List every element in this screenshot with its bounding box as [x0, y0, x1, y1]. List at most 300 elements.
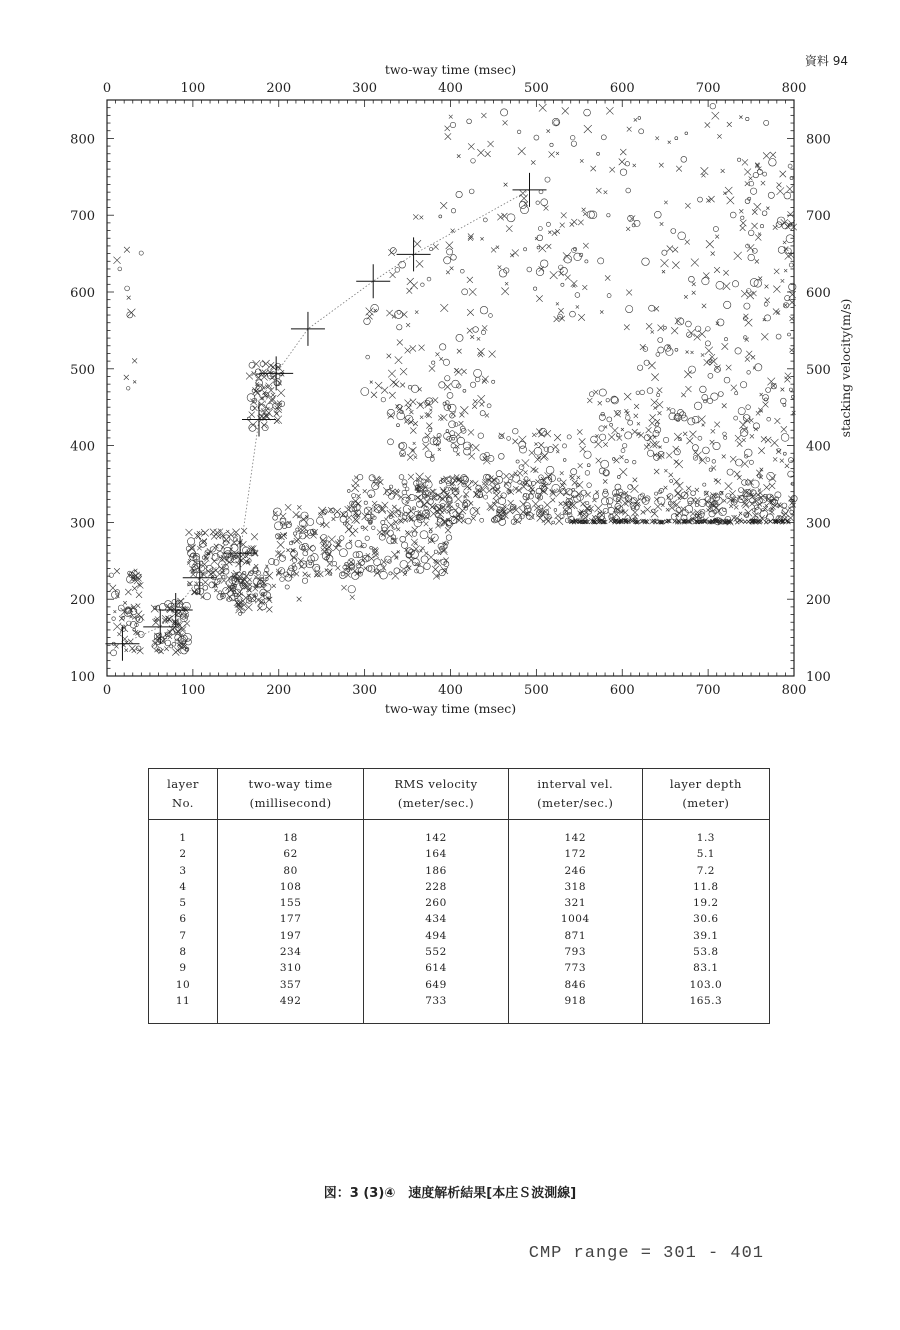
scatter-cross	[773, 457, 777, 461]
table-cell: 11	[175, 994, 191, 1007]
scatter-circle	[778, 247, 785, 254]
scatter-circle	[519, 446, 526, 453]
scatter-cross	[556, 152, 559, 155]
scatter-cross	[413, 442, 416, 445]
header-line-2: (meter/sec.)	[397, 796, 475, 810]
table-cell: 234	[279, 946, 302, 959]
scatter-circle	[496, 471, 502, 477]
scatter-circle	[362, 555, 369, 562]
scatter-circle	[427, 277, 431, 281]
table-cell: 9	[179, 962, 187, 975]
scatter-cross	[745, 181, 750, 186]
scatter-cross	[594, 504, 602, 512]
table-cell: 228	[425, 880, 447, 893]
scatter-cross	[430, 489, 436, 495]
table-cell: 552	[425, 946, 447, 959]
scatter-cross	[692, 291, 696, 295]
scatter-cross	[785, 464, 789, 468]
scatter-circle	[519, 201, 526, 208]
scatter-circle	[788, 164, 792, 168]
scatter-cross	[174, 628, 181, 635]
scatter-circle	[656, 353, 660, 357]
scatter-cross	[594, 390, 599, 395]
scatter-cross	[467, 309, 474, 316]
scatter-cross	[690, 511, 696, 517]
scatter-circle	[521, 206, 529, 214]
scatter-cross	[544, 206, 549, 211]
scatter-circle	[470, 382, 475, 387]
scatter-cross	[457, 349, 462, 354]
scatter-cross	[202, 579, 209, 586]
scatter-circle	[643, 347, 648, 352]
scatter-cross	[709, 360, 712, 363]
y-tick-label-left: 700	[70, 209, 95, 225]
scatter-circle	[111, 650, 117, 656]
scatter-cross	[414, 240, 422, 248]
scatter-cross	[634, 118, 637, 121]
y-tick-label-left: 100	[70, 670, 95, 685]
scatter-cross	[742, 502, 749, 509]
scatter-cross	[587, 398, 592, 403]
scatter-cross	[654, 497, 659, 502]
scatter-circle	[446, 535, 452, 541]
scatter-cross	[418, 497, 423, 502]
scatter-cross	[548, 231, 551, 234]
page-label: 資料 94	[804, 54, 848, 68]
scatter-circle	[763, 172, 767, 176]
scatter-circle	[397, 424, 400, 427]
scatter-cross	[456, 445, 460, 449]
scatter-cross	[127, 296, 131, 300]
scatter-circle	[769, 159, 777, 167]
x-tick-label-top: 100	[180, 81, 206, 96]
table-cell: 5.1	[696, 848, 715, 861]
scatter-cross	[583, 243, 588, 248]
scatter-cross	[675, 482, 683, 490]
scatter-cross	[709, 354, 715, 360]
scatter-cross	[739, 116, 742, 119]
scatter-circle	[601, 460, 609, 468]
scatter-circle	[388, 439, 394, 445]
y-tick-label-left: 800	[70, 132, 95, 148]
scatter-circle	[431, 534, 438, 541]
scatter-cross	[503, 473, 509, 479]
x-tick-label-bottom: 400	[438, 683, 463, 698]
scatter-cross	[715, 235, 719, 239]
velocity-pick-marker	[105, 627, 139, 661]
scatter-circle	[539, 190, 543, 194]
scatter-circle	[537, 246, 540, 249]
scatter-cross	[323, 522, 329, 528]
scatter-cross	[584, 125, 592, 133]
scatter-cross	[459, 507, 466, 514]
scatter-circle	[357, 474, 363, 480]
scatter-cross	[125, 589, 131, 595]
scatter-cross	[780, 459, 784, 463]
scatter-circle	[560, 267, 567, 274]
scatter-cross	[349, 560, 354, 565]
scatter-cross	[583, 212, 587, 216]
scatter-circle	[394, 568, 400, 574]
scatter-cross	[578, 463, 583, 468]
scatter-cross	[114, 644, 118, 648]
scatter-cross	[249, 412, 255, 418]
scatter-cross	[250, 399, 257, 406]
scatter-cross	[606, 107, 613, 114]
scatter-cross	[598, 401, 602, 405]
y-tick-label-right: 600	[806, 286, 831, 301]
scatter-cross	[433, 244, 439, 250]
scatter-circle	[603, 508, 608, 513]
scatter-circle	[439, 382, 445, 388]
scatter-circle	[471, 159, 476, 164]
scatter-circle	[550, 143, 553, 146]
scatter-circle	[734, 416, 738, 420]
scatter-circle	[172, 642, 176, 646]
scatter-cross	[582, 285, 587, 290]
scatter-cross	[532, 433, 536, 437]
scatter-circle	[154, 634, 160, 640]
scatter-circle	[585, 260, 588, 263]
scatter-circle	[737, 158, 740, 161]
scatter-cross	[686, 486, 691, 491]
scatter-cross	[469, 501, 473, 505]
scatter-circle	[702, 277, 709, 284]
scatter-circle	[654, 211, 661, 218]
scatter-cross	[468, 143, 474, 149]
scatter-cross	[705, 122, 710, 127]
scatter-cross	[370, 381, 373, 384]
scatter-circle	[496, 485, 500, 489]
table-cell: 62	[283, 848, 298, 861]
header-line-2: No.	[172, 796, 194, 810]
scatter-circle	[749, 181, 754, 186]
scatter-cross	[431, 505, 434, 508]
scatter-circle	[347, 490, 350, 493]
scatter-cross	[387, 354, 392, 359]
scatter-cross	[692, 282, 696, 286]
scatter-circle	[636, 391, 640, 395]
scatter-cross	[684, 491, 689, 496]
scatter-cross	[752, 209, 757, 214]
scatter-cross	[634, 404, 639, 409]
table-cell: 10	[175, 978, 191, 991]
scatter-circle	[435, 513, 440, 518]
scatter-cross	[735, 520, 739, 524]
scatter-cross	[706, 240, 714, 248]
scatter-circle	[424, 563, 431, 570]
scatter-cross	[471, 516, 476, 521]
scatter-cross	[651, 510, 658, 517]
scatter-cross	[395, 356, 403, 364]
scatter-circle	[727, 469, 733, 475]
scatter-cross	[531, 160, 535, 164]
scatter-cross	[714, 267, 720, 273]
scatter-circle	[689, 276, 695, 282]
scatter-cross	[393, 381, 400, 388]
scatter-cross	[761, 181, 765, 185]
scatter-circle	[332, 561, 337, 566]
scatter-cross	[434, 560, 438, 564]
scatter-circle	[443, 359, 449, 365]
scatter-circle	[456, 334, 463, 341]
scatter-circle	[262, 425, 268, 431]
scatter-cross	[390, 379, 398, 387]
scatter-circle	[399, 475, 404, 480]
scatter-cross	[297, 597, 302, 602]
scatter-cross	[489, 351, 496, 358]
scatter-cross	[378, 477, 381, 480]
scatter-circle	[536, 201, 540, 205]
scatter-circle	[389, 572, 392, 575]
scatter-cross	[729, 490, 735, 496]
scatter-cross	[400, 569, 404, 573]
scatter-circle	[766, 388, 771, 393]
scatter-cross	[504, 183, 508, 187]
scatter-circle	[473, 327, 479, 333]
scatter-cross	[221, 577, 227, 583]
scatter-circle	[743, 336, 747, 340]
scatter-cross	[404, 400, 411, 407]
scatter-cross	[559, 316, 564, 321]
scatter-cross	[328, 536, 336, 544]
scatter-cross	[739, 421, 747, 429]
scatter-circle	[663, 326, 666, 329]
scatter-circle	[757, 169, 762, 174]
column-layer-no	[149, 820, 218, 1024]
scatter-cross	[657, 387, 663, 393]
scatter-circle	[444, 257, 451, 264]
scatter-circle	[644, 360, 649, 365]
scatter-circle	[549, 475, 556, 482]
scatter-cross	[734, 252, 742, 260]
scatter-cross	[514, 472, 517, 475]
scatter-circle	[296, 528, 299, 531]
scatter-circle	[387, 537, 394, 544]
scatter-cross	[188, 545, 196, 553]
scatter-cross	[454, 494, 458, 498]
table-cell: 197	[279, 929, 302, 942]
scatter-cross	[781, 388, 785, 392]
table-cell: 53.8	[693, 946, 719, 959]
scatter-circle	[247, 394, 255, 402]
scatter-circle	[444, 487, 449, 492]
scatter-circle	[783, 303, 788, 308]
y-tick-label-right: 500	[806, 362, 831, 378]
scatter-circle	[639, 129, 644, 134]
scatter-cross	[306, 545, 313, 552]
scatter-cross	[211, 558, 218, 565]
scatter-circle	[768, 192, 774, 198]
scatter-circle	[194, 585, 198, 589]
scatter-circle	[662, 250, 667, 255]
scatter-cross	[658, 325, 665, 332]
scatter-cross	[235, 534, 238, 537]
scatter-cross	[745, 357, 750, 362]
scatter-cross	[392, 505, 396, 509]
scatter-cross	[272, 584, 276, 588]
scatter-circle	[647, 450, 653, 456]
scatter-cross	[423, 443, 430, 450]
scatter-cross	[420, 416, 423, 419]
scatter-cross	[415, 495, 421, 501]
scatter-circle	[724, 377, 730, 383]
scatter-circle	[695, 326, 701, 332]
scatter-cross	[760, 410, 763, 413]
scatter-cross	[534, 442, 537, 445]
scatter-cross	[741, 427, 748, 434]
scatter-cross	[464, 500, 468, 504]
scatter-circle	[634, 220, 640, 226]
header-line-2: (meter/sec.)	[537, 796, 614, 810]
scatter-cross	[620, 149, 626, 155]
scatter-circle	[764, 302, 768, 306]
scatter-circle	[273, 560, 279, 566]
scatter-cross	[245, 555, 248, 558]
velocity-pick-marker	[356, 264, 390, 298]
scatter-cross	[553, 444, 559, 450]
scatter-circle	[450, 431, 455, 436]
scatter-circle	[552, 118, 560, 126]
scatter-cross	[769, 483, 775, 489]
scatter-cross	[713, 504, 720, 511]
scatter-cross	[721, 169, 725, 173]
scatter-cross	[552, 230, 557, 235]
scatter-circle	[789, 263, 793, 267]
scatter-circle	[527, 267, 532, 272]
scatter-cross	[501, 288, 509, 296]
scatter-circle	[575, 293, 580, 298]
table-cell: 8	[179, 946, 187, 959]
scatter-circle	[456, 191, 462, 197]
scatter-circle	[219, 591, 222, 594]
scatter-cross	[518, 147, 526, 155]
scatter-circle	[421, 556, 428, 563]
table-cell: 614	[425, 962, 447, 975]
table-cell: 19.2	[693, 897, 719, 910]
scatter-cross	[266, 606, 272, 612]
scatter-circle	[247, 598, 252, 603]
scatter-cross	[656, 401, 663, 408]
scatter-cross	[467, 277, 473, 283]
scatter-circle	[462, 289, 468, 295]
scatter-cross	[664, 201, 667, 204]
scatter-cross	[572, 480, 578, 486]
table-cell: 321	[564, 897, 587, 910]
scatter-cross	[771, 439, 779, 447]
scatter-cross	[669, 473, 673, 477]
scatter-circle	[507, 214, 515, 222]
scatter-circle	[632, 460, 636, 464]
scatter-circle	[554, 509, 557, 512]
scatter-cross	[400, 383, 405, 388]
scatter-cross	[671, 327, 678, 334]
scatter-cross	[449, 487, 453, 491]
scatter-circle	[412, 532, 417, 537]
scatter-circle	[518, 480, 522, 484]
scatter-cross	[595, 434, 598, 437]
scatter-circle	[561, 283, 564, 286]
scatter-cross	[426, 423, 432, 429]
table-cell: 260	[425, 897, 447, 910]
scatter-cross	[539, 104, 547, 112]
scatter-cross	[235, 561, 241, 567]
scatter-circle	[489, 314, 493, 318]
scatter-cross	[727, 197, 735, 205]
scatter-cross	[756, 411, 760, 415]
scatter-cross	[485, 151, 491, 157]
scatter-circle	[339, 549, 347, 557]
scatter-circle	[746, 117, 749, 120]
scatter-circle	[732, 281, 738, 287]
scatter-cross	[285, 504, 291, 510]
scatter-cross	[413, 545, 420, 552]
scatter-cross	[777, 187, 785, 195]
scatter-circle	[716, 281, 724, 289]
scatter-circle	[658, 338, 663, 343]
scatter-circle	[747, 371, 751, 375]
scatter-cross	[499, 433, 505, 439]
scatter-cross	[187, 562, 190, 565]
scatter-cross	[397, 339, 403, 345]
scatter-cross	[114, 568, 120, 574]
scatter-cross	[544, 430, 551, 437]
scatter-cross	[739, 512, 742, 515]
scatter-cross	[626, 290, 632, 296]
scatter-cross	[578, 314, 585, 321]
scatter-cross	[734, 471, 740, 477]
scatter-cross	[681, 393, 686, 398]
scatter-circle	[181, 647, 188, 654]
table-cell: 165.3	[689, 994, 723, 1007]
scatter-cross	[723, 499, 727, 503]
scatter-cross	[767, 378, 775, 386]
scatter-cross	[763, 402, 769, 408]
scatter-circle	[608, 507, 615, 514]
scatter-cross	[501, 213, 507, 219]
scatter-cross	[621, 428, 624, 431]
scatter-circle	[127, 576, 135, 584]
table-cell: 846	[564, 978, 587, 991]
x-tick-label-top: 600	[609, 81, 635, 96]
scatter-cross	[563, 489, 570, 496]
scatter-circle	[584, 451, 591, 458]
table-cell: 108	[279, 880, 302, 893]
header-line-1: layer depth	[669, 777, 742, 791]
scatter-cross	[605, 275, 610, 280]
scatter-circle	[695, 504, 698, 507]
scatter-cross	[412, 527, 418, 533]
scatter-cross	[740, 225, 746, 231]
scatter-circle	[607, 294, 611, 298]
scatter-circle	[567, 435, 571, 439]
table-cell: 773	[564, 962, 587, 975]
scatter-circle	[323, 509, 327, 513]
scatter-circle	[445, 376, 450, 381]
scatter-circle	[686, 321, 692, 327]
scatter-circle	[586, 502, 589, 505]
y-tick-label-left: 200	[70, 593, 95, 609]
scatter-circle	[546, 222, 550, 226]
scatter-cross	[388, 370, 396, 378]
scatter-circle	[783, 452, 786, 455]
scatter-cross	[537, 456, 540, 459]
x-tick-label-top: 700	[695, 81, 721, 96]
scatter-circle	[587, 483, 592, 488]
table-cell: 1.3	[696, 832, 715, 844]
scatter-circle	[389, 485, 392, 488]
scatter-circle	[570, 135, 575, 140]
